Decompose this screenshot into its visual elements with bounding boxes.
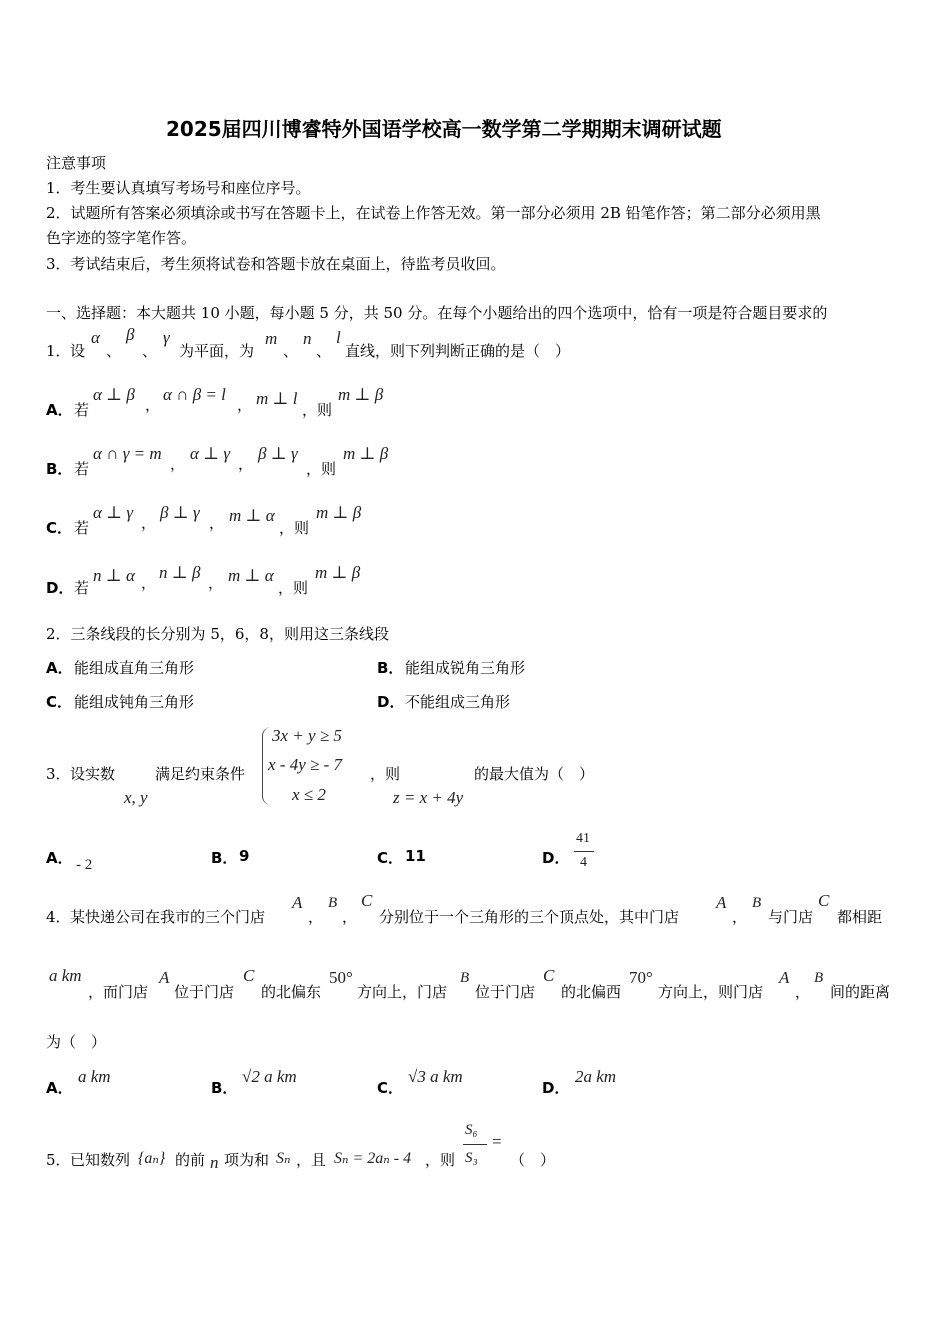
q1-gamma: γ bbox=[163, 328, 170, 347]
q4-comma: ， bbox=[308, 908, 324, 926]
q1-option-b-label: B． bbox=[46, 460, 73, 478]
q5-n: n bbox=[210, 1153, 219, 1172]
q5-fraction-denominator: S₃ bbox=[465, 1150, 478, 1166]
q4-number: 4． bbox=[46, 908, 71, 926]
q4-text: ，而门店 bbox=[88, 983, 149, 1001]
q3-text: 设实数 bbox=[70, 765, 116, 783]
q4-option-d-label: D． bbox=[542, 1079, 570, 1097]
q4-comma: ， bbox=[795, 983, 811, 1001]
q4-text: 方向上，则门店 bbox=[658, 983, 764, 1001]
q1-b-cond3: β ⊥ γ bbox=[258, 444, 298, 463]
q3-text: ，则 bbox=[370, 765, 401, 783]
q1-b-cond2: α ⊥ γ bbox=[190, 444, 231, 463]
q1-beta: β bbox=[126, 325, 135, 344]
q1-option-ruo: 若 bbox=[74, 519, 90, 537]
q4-text: 位于门店 bbox=[475, 983, 536, 1001]
q5-sequence: {aₙ} bbox=[138, 1150, 166, 1167]
q3-option-d-numerator: 41 bbox=[576, 831, 590, 846]
q4-point-a: A bbox=[779, 968, 790, 987]
q4-text: 某快递公司在我市的三个门店 bbox=[70, 908, 266, 926]
q1-option-ruo: 若 bbox=[74, 401, 90, 419]
q1-comma: ， bbox=[209, 514, 225, 532]
q4-option-a-label: A． bbox=[46, 1079, 73, 1097]
q4-text: 位于门店 bbox=[174, 983, 235, 1001]
q4-option-c-value: √3 a km bbox=[408, 1067, 463, 1086]
q4-comma: ， bbox=[342, 908, 358, 926]
q1-comma: ， bbox=[145, 396, 161, 414]
q1-d-cond1: n ⊥ α bbox=[93, 566, 135, 585]
q2-option-b-label: B． bbox=[377, 659, 404, 677]
q1-then: ，则 bbox=[302, 401, 333, 419]
q1-l: l bbox=[336, 328, 341, 347]
q5-fraction-numerator: S₆ bbox=[465, 1122, 478, 1138]
notice-heading: 注意事项 bbox=[46, 154, 107, 172]
q1-a-cond3: m ⊥ l bbox=[256, 389, 298, 408]
q3-option-b-label: B． bbox=[211, 849, 238, 867]
q1-comma: ， bbox=[141, 514, 157, 532]
q3-option-a-value: - 2 bbox=[76, 857, 93, 873]
q1-alpha: α bbox=[91, 328, 100, 347]
q4-option-a-value: a km bbox=[78, 1067, 111, 1086]
q1-sep: 、 bbox=[283, 342, 299, 360]
q4-option-b-label: B． bbox=[211, 1079, 238, 1097]
q3-vars: x, y bbox=[124, 788, 148, 807]
q2-option-a-label: A． bbox=[46, 659, 73, 677]
q1-d-cond2: n ⊥ β bbox=[159, 563, 201, 582]
q5-number: 5． bbox=[46, 1151, 71, 1169]
q4-point-b: B bbox=[328, 895, 338, 911]
q2-option-c-label: C． bbox=[46, 693, 73, 711]
q1-c-cond3: m ⊥ α bbox=[229, 506, 275, 525]
q1-sep: 、 bbox=[316, 342, 332, 360]
q2-stem: 2．三条线段的长分别为 5，6，8，则用这三条线段 bbox=[46, 625, 389, 643]
q5-text: ，且 bbox=[296, 1151, 327, 1169]
q4-text: 与门店 bbox=[768, 908, 814, 926]
q2-option-d-label: D． bbox=[377, 693, 405, 711]
q1-a-cond2: α ∩ β = l bbox=[163, 385, 226, 404]
q4-option-c-label: C． bbox=[377, 1079, 404, 1097]
q4-point-b: B bbox=[460, 970, 470, 986]
q3-option-d-fraction-bar bbox=[574, 851, 594, 852]
q5-text: ，则 bbox=[425, 1151, 456, 1169]
q3-option-c-label: C． bbox=[377, 849, 404, 867]
q3-option-d-denominator: 4 bbox=[580, 855, 587, 870]
q4-text: 方向上，门店 bbox=[357, 983, 448, 1001]
q3-objective: z = x + 4y bbox=[393, 788, 464, 807]
q3-option-b-value: 9 bbox=[239, 847, 250, 865]
page-title: 2025届四川博睿特外国语学校高一数学第二学期期末调研试题 bbox=[166, 117, 722, 141]
q1-option-c-label: C． bbox=[46, 519, 73, 537]
q4-comma: ， bbox=[732, 908, 748, 926]
q1-text: 设 bbox=[70, 342, 86, 360]
q3-text: 的最大值为（ ） bbox=[474, 765, 595, 783]
q1-comma: ， bbox=[208, 574, 224, 592]
q1-m: m bbox=[265, 329, 278, 348]
section-heading: 一、选择题：本大题共 10 小题，每小题 5 分，共 50 分。在每个小题给出的四个选项中，恰有一项是符合题目要求的 bbox=[46, 304, 828, 322]
q1-c-cond1: α ⊥ γ bbox=[93, 503, 134, 522]
q4-point-c: C bbox=[543, 966, 555, 985]
q1-then: ，则 bbox=[279, 519, 310, 537]
q1-c-result: m ⊥ β bbox=[316, 503, 362, 522]
q2-option-b-text: 能组成锐角三角形 bbox=[405, 659, 526, 677]
q1-comma: ， bbox=[170, 455, 186, 473]
notice-item: 1．考生要认真填写考场号和座位序号。 bbox=[46, 179, 311, 197]
q1-text: 为平面，为 bbox=[179, 342, 255, 360]
q1-option-a-label: A． bbox=[46, 401, 73, 419]
q2-option-c-text: 能组成钝角三角形 bbox=[74, 693, 195, 711]
q4-point-c: C bbox=[361, 891, 373, 910]
q4-text: 的北偏东 bbox=[261, 983, 322, 1001]
q3-option-a-label: A． bbox=[46, 849, 73, 867]
q1-then: ，则 bbox=[306, 460, 337, 478]
q5-text: 的前 bbox=[175, 1151, 206, 1169]
q4-point-c: C bbox=[818, 891, 830, 910]
q4-point-b: B bbox=[814, 970, 824, 986]
notice-item: 3．考试结束后，考生须将试卷和答题卡放在桌面上，待监考员收回。 bbox=[46, 255, 506, 273]
q4-option-d-value: 2a km bbox=[575, 1067, 617, 1086]
q2-option-d-text: 不能组成三角形 bbox=[405, 693, 511, 711]
q1-d-result: m ⊥ β bbox=[315, 563, 361, 582]
q4-text: 的北偏西 bbox=[561, 983, 622, 1001]
q4-text: 都相距 bbox=[837, 908, 883, 926]
q1-a-cond1: α ⊥ β bbox=[93, 385, 135, 404]
q1-option-ruo: 若 bbox=[74, 460, 90, 478]
q5-fraction-bar bbox=[463, 1144, 487, 1145]
q4-point-c: C bbox=[243, 966, 255, 985]
q1-option-ruo: 若 bbox=[74, 579, 90, 597]
q5-text: （ ） bbox=[510, 1151, 556, 1169]
q1-c-cond2: β ⊥ γ bbox=[160, 503, 200, 522]
q3-constraint-3: x ≤ 2 bbox=[292, 785, 326, 804]
q1-sep: 、 bbox=[106, 342, 122, 360]
q4-angle-70: 70° bbox=[629, 968, 653, 987]
q1-b-cond1: α ∩ γ = m bbox=[93, 444, 162, 463]
q1-a-result: m ⊥ β bbox=[338, 385, 384, 404]
q1-d-cond3: m ⊥ α bbox=[228, 566, 274, 585]
q5-text: 已知数列 bbox=[70, 1151, 131, 1169]
q5-sn: Sₙ bbox=[276, 1150, 291, 1167]
notice-item: 色字迹的签字笔作答。 bbox=[46, 229, 197, 247]
q3-constraint-1: 3x + y ≥ 5 bbox=[272, 726, 342, 745]
q4-text: 分别位于一个三角形的三个顶点处，其中门店 bbox=[379, 908, 680, 926]
q4-point-b: B bbox=[752, 895, 762, 911]
q5-text: 项为和 bbox=[224, 1151, 270, 1169]
q1-sep: 、 bbox=[142, 342, 158, 360]
q4-text: 为（ ） bbox=[46, 1033, 107, 1051]
q3-option-d-label: D． bbox=[542, 849, 570, 867]
q5-relation: Sₙ = 2aₙ - 4 bbox=[334, 1150, 412, 1167]
q1-option-d-label: D． bbox=[46, 579, 74, 597]
q4-angle-50: 50° bbox=[329, 968, 353, 987]
q3-constraint-2: x - 4y ≥ - 7 bbox=[268, 755, 342, 774]
q4-distance: a km bbox=[49, 966, 82, 985]
q1-then: ，则 bbox=[278, 579, 309, 597]
q1-b-result: m ⊥ β bbox=[343, 444, 389, 463]
q3-number: 3． bbox=[46, 765, 71, 783]
q4-option-b-value: √2 a km bbox=[242, 1067, 297, 1086]
q4-point-a: A bbox=[159, 968, 170, 987]
q4-point-a: A bbox=[292, 893, 303, 912]
q1-comma: ， bbox=[237, 396, 253, 414]
q3-option-c-value: 11 bbox=[405, 847, 426, 865]
q1-number: 1． bbox=[46, 342, 71, 360]
q1-text: 直线，则下列判断正确的是（ ） bbox=[345, 342, 571, 360]
q4-point-a: A bbox=[716, 893, 727, 912]
q4-text: 间的距离 bbox=[830, 983, 891, 1001]
notice-item: 2．试题所有答案必须填涂或书写在答题卡上，在试卷上作答无效。第一部分必须用 2B 铅笔作答；第二部分必须用黑 bbox=[46, 204, 821, 222]
q3-text: 满足约束条件 bbox=[155, 765, 246, 783]
q5-equals: = bbox=[492, 1132, 502, 1151]
q1-comma: ， bbox=[238, 455, 254, 473]
q1-comma: ， bbox=[141, 574, 157, 592]
q1-n: n bbox=[303, 329, 312, 348]
q2-option-a-text: 能组成直角三角形 bbox=[74, 659, 195, 677]
